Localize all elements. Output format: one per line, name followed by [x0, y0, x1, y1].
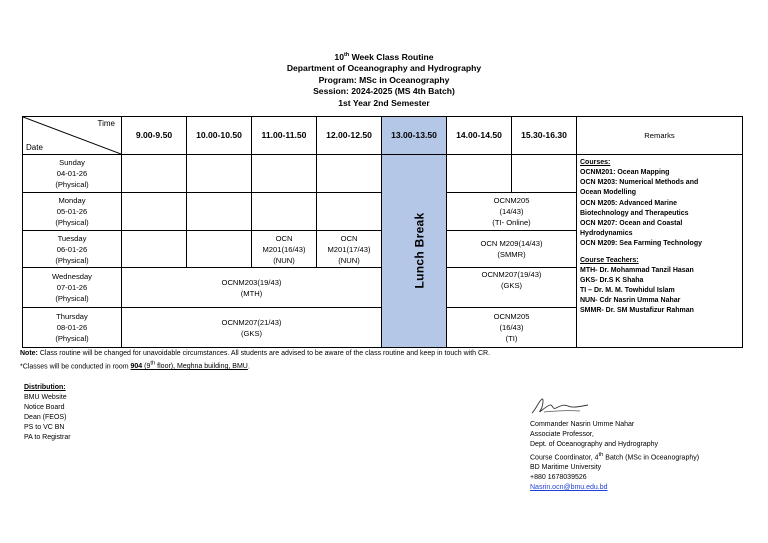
slot-header: 14.00-14.50: [447, 117, 512, 155]
signature-image: [530, 395, 592, 419]
signatory-name: Commander Nasrin Umme Nahar: [530, 421, 635, 428]
empty-cell: [252, 155, 317, 193]
class-cell: OCNM207(21/43) (GKS): [122, 308, 382, 348]
course-line: OCN M205: Advanced Marine: [580, 199, 677, 207]
empty-cell: [317, 193, 382, 231]
courses-title: Courses:: [580, 159, 611, 166]
teacher-line: SMMR- Dr. SM Mustafizur Rahman: [580, 307, 694, 315]
date-cell-thursday: Thursday 08-01-26 (Physical): [23, 308, 122, 348]
empty-cell: [122, 231, 187, 268]
distribution-item: PS to VC BN: [24, 424, 65, 431]
routine-header: [0, 50, 768, 109]
class-cell: OCN M201(17/43) (NUN): [317, 231, 382, 268]
date-cell-sunday: Sunday 04-01-26 (Physical): [23, 155, 122, 193]
distribution-item: PA to Registrar: [24, 434, 71, 441]
empty-cell: [187, 193, 252, 231]
routine-table: [22, 116, 743, 348]
email-link[interactable]: Nasrin.ocn@bmu.edu.bd: [530, 484, 608, 492]
course-line: Biotechnology and Therapeutics: [580, 209, 689, 217]
date-cell-monday: Monday 05-01-26 (Physical): [23, 193, 122, 231]
time-date-corner: [23, 117, 122, 155]
lunch-break-column: [382, 155, 447, 348]
class-cell: OCN M201(16/43) (NUN): [252, 231, 317, 268]
class-cell: OCNM207(19/43) (GKS): [447, 268, 577, 308]
signatory-phone: +880 1678039526: [530, 474, 587, 482]
signatory-university: BD Maritime University: [530, 464, 602, 472]
slot-header: 11.00-11.50: [252, 117, 317, 155]
distribution-item: BMU Website: [24, 394, 67, 401]
semester-label: 1st Year 2nd Semester: [338, 97, 430, 108]
slot-header: 12.00-12.50: [317, 117, 382, 155]
slot-header: 10.00-10.50: [187, 117, 252, 155]
distribution-item: Dean (FEOS): [24, 414, 67, 421]
class-cell: OCN M209(14/43) (SMMR): [447, 231, 577, 268]
signatory-role: Course Coordinator, 4th Batch (MSc in Oceanography): [530, 452, 700, 462]
lunch-break-label: Lunch Break: [412, 212, 427, 289]
empty-cell: [317, 155, 382, 193]
empty-cell: [447, 155, 512, 193]
signatory-dept: Dept. of Oceanography and Hydrography: [530, 441, 659, 448]
course-line: OCN M207: Ocean and Coastal: [580, 220, 683, 228]
slot-header: 15.30-16.30: [512, 117, 577, 155]
date-cell-wednesday: Wednesday 07-01-26 (Physical): [23, 268, 122, 308]
course-line: OCNM201: Ocean Mapping: [580, 169, 670, 176]
time-label: Time: [97, 119, 115, 128]
date-label: Date: [26, 143, 43, 152]
empty-cell: [252, 193, 317, 231]
notes-block: [20, 349, 490, 372]
program-name: Program: MSc in Oceanography: [318, 74, 450, 85]
department-name: Department of Oceanography and Hydrography: [286, 63, 482, 74]
signatory-title: Associate Professor,: [530, 431, 594, 438]
signature-block: [530, 420, 699, 493]
date-cell-tuesday: Tuesday 06-01-26 (Physical): [23, 231, 122, 268]
remarks-cell: [577, 155, 743, 348]
distribution-block: [24, 383, 71, 443]
room-line: *Classes will be conducted in room 904 (9th floor), Meghna building, BMU.: [20, 361, 250, 371]
empty-cell: [187, 231, 252, 268]
course-line: OCN M209: Sea Farming Technology: [580, 240, 703, 248]
empty-cell: [512, 155, 577, 193]
distribution-item: Notice Board: [24, 404, 65, 411]
remarks-header: Remarks: [577, 117, 743, 155]
course-line: Ocean Modelling: [580, 189, 637, 197]
slot-header: 9.00-9.50: [122, 117, 187, 155]
class-cell: OCNM205 (14/43) (TI- Online): [447, 193, 577, 231]
teacher-line: GKS- Dr.S K Shaha: [580, 276, 644, 284]
course-line: Hydrodynamics: [580, 230, 633, 238]
teacher-line: MTH- Dr. Mohammad Tanzil Hasan: [580, 266, 694, 274]
empty-cell: [122, 193, 187, 231]
slot-header-lunch: 13.00-13.50: [382, 117, 447, 155]
empty-cell: [187, 155, 252, 193]
teacher-line: NUN- Cdr Nasrin Umma Nahar: [580, 297, 681, 305]
empty-cell: [122, 155, 187, 193]
class-cell: OCNM203(19/43) (MTH): [122, 268, 382, 308]
course-line: OCN M203: Numerical Methods and: [580, 179, 699, 187]
class-cell: OCNM205 (16/43) (TI): [447, 308, 577, 348]
note-line: Note: Class routine will be changed for unavoidable circumstances. All students are advised to be aware of the class routine and keep in touch with CR.: [20, 350, 491, 357]
teacher-line: TI – Dr. M. M. Towhidul Islam: [580, 287, 675, 295]
teachers-title: Course Teachers:: [580, 256, 639, 264]
distribution-title: Distribution:: [24, 384, 66, 391]
session-label: Session: 2024-2025 (MS 4th Batch): [313, 86, 455, 97]
routine-title: 10th Week Class Routine: [334, 51, 434, 62]
